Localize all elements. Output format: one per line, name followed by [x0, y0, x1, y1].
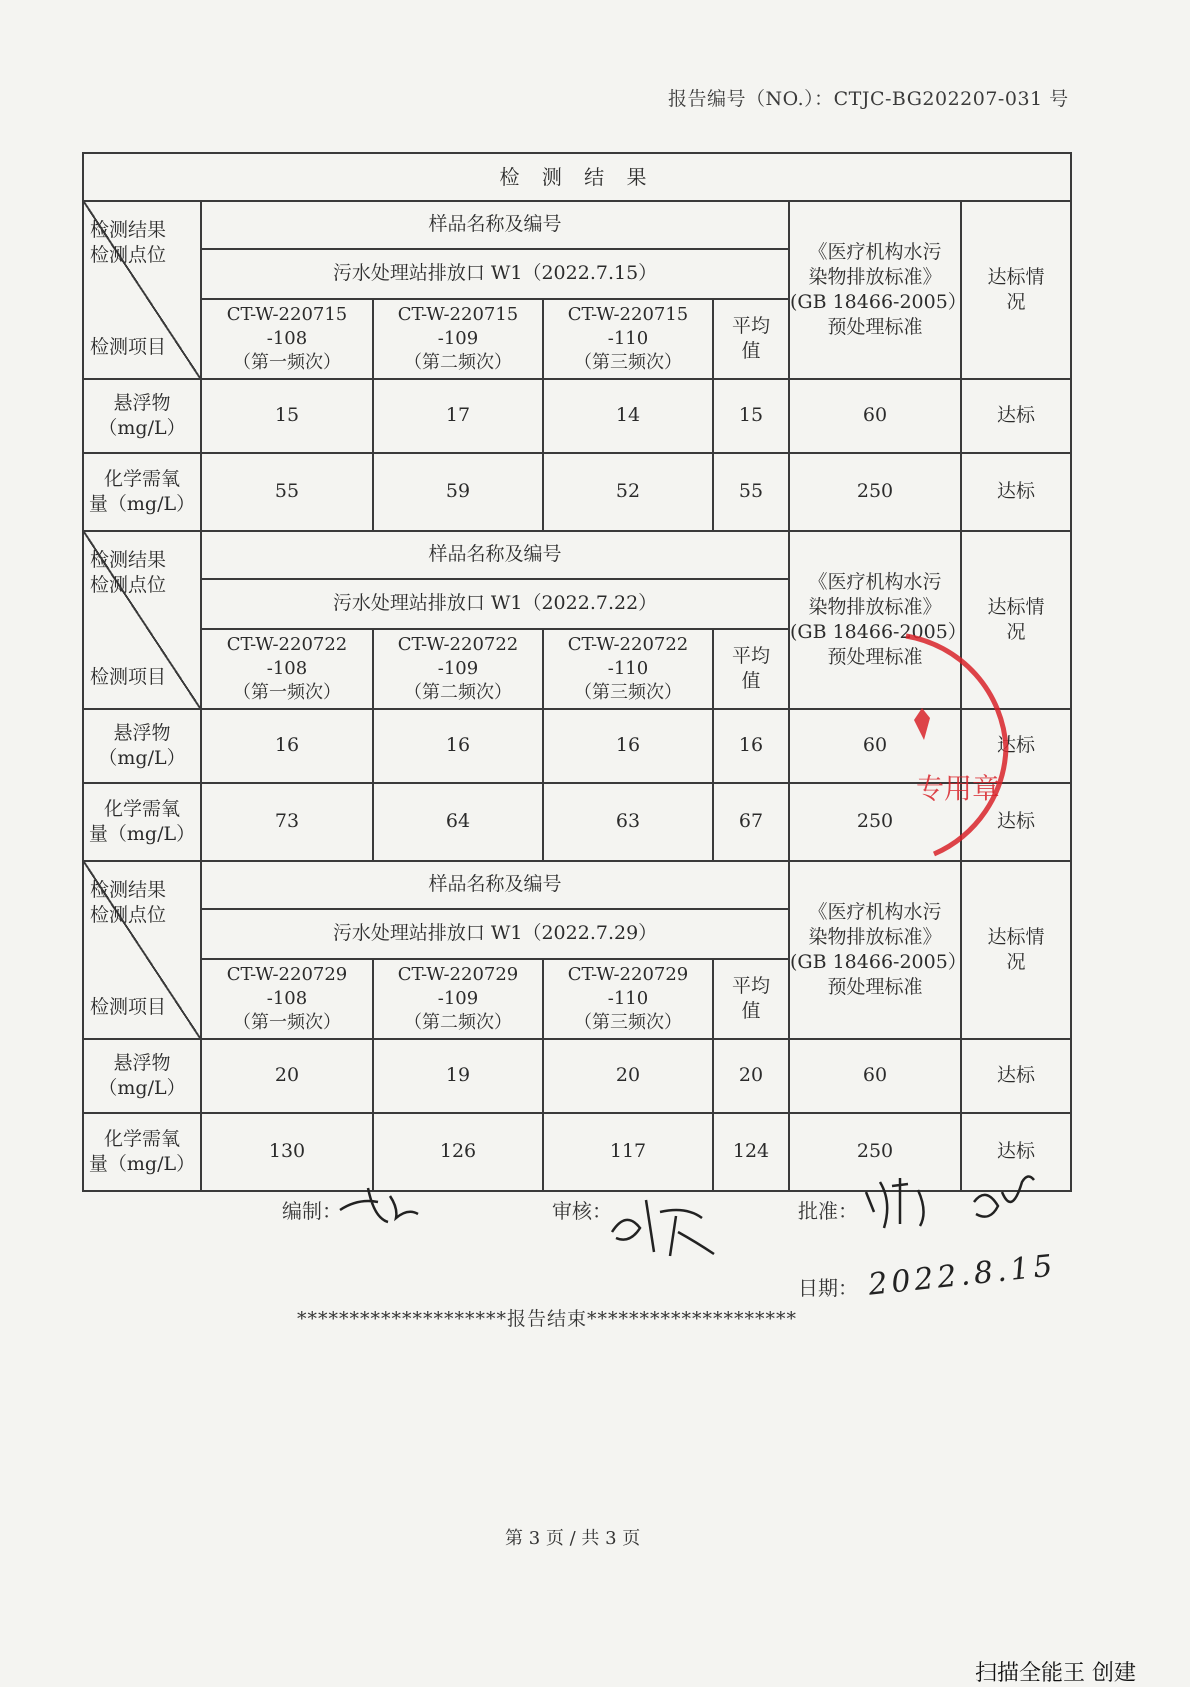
average-header-cell [713, 959, 789, 1039]
value-cell-v3: 20 [543, 1039, 713, 1113]
text-line: 值 [741, 670, 761, 692]
value-cell-v3: 16 [543, 709, 713, 783]
item-name-cell [83, 1113, 201, 1191]
item-name-cell [83, 783, 201, 861]
value-cell-avg: 67 [713, 783, 789, 861]
text-line: （第三频次） [574, 681, 682, 703]
text-line: CT-W-220729 [567, 964, 689, 986]
value-cell-avg: 16 [713, 709, 789, 783]
sample-id-cell [373, 629, 543, 709]
text-line: (GB 18466-2005） [790, 621, 967, 643]
text-line: 《医疗机构水污 [808, 900, 942, 923]
text-line: -109 [437, 658, 479, 680]
value-cell-v2: 59 [373, 453, 543, 531]
text-line: -110 [607, 988, 649, 1010]
text-line: 平均 [731, 974, 770, 997]
text-line: （第二频次） [404, 681, 512, 703]
reviewed-label: 审核： [552, 1199, 612, 1223]
value-cell-v3: 52 [543, 453, 713, 531]
text-line: （第二频次） [404, 351, 512, 373]
text-line: CT-W-220722 [397, 634, 519, 656]
compiled-label: 编制： [282, 1199, 342, 1223]
text-line: -108 [266, 658, 308, 680]
standard-header-cell [789, 861, 967, 1039]
sample-id-cell [201, 629, 373, 709]
table-row [83, 1039, 1071, 1113]
compiler-signature-icon [338, 1178, 428, 1228]
report-end-marker: ********************报告结束******************** [297, 1308, 798, 1330]
table-row [83, 453, 1071, 531]
value-cell-avg: 124 [713, 1113, 789, 1191]
text-line: 预处理标准 [827, 316, 923, 339]
value-cell-v2: 126 [373, 1113, 543, 1191]
compliance-header-cell [961, 201, 1071, 379]
value-cell-v2: 64 [373, 783, 543, 861]
approver-signature-icon [862, 1172, 1042, 1232]
text-line: 检测结果 [90, 219, 167, 241]
value-cell-avg: 55 [713, 453, 789, 531]
table-row [83, 379, 1071, 453]
text-line: CT-W-220715 [567, 304, 689, 326]
item-name-cell [83, 453, 201, 531]
text-line: CT-W-220715 [397, 304, 519, 326]
text-line: （第一频次） [233, 1011, 341, 1033]
text-line: 达标情 [987, 595, 1045, 618]
text-line: 染物排放标准》 [808, 595, 942, 618]
text-line: 值 [741, 1000, 761, 1022]
diag-bottom-label: 检测项目 [90, 995, 167, 1018]
text-line: 检测点位 [90, 573, 167, 596]
text-line: -109 [437, 988, 479, 1010]
sample-id-cell [373, 299, 543, 379]
value-cell-v3: 117 [543, 1113, 713, 1191]
text-line: CT-W-220715 [226, 304, 348, 326]
value-cell-v1: 16 [201, 709, 373, 783]
text-line: -109 [437, 328, 479, 350]
sample-title-cell: 样品名称及编号 [201, 861, 789, 909]
sample-id-cell [373, 959, 543, 1039]
item-name-cell [83, 379, 201, 453]
text-line: (GB 18466-2005） [790, 291, 967, 313]
company-seal-icon [896, 630, 1014, 860]
text-line: -108 [266, 328, 308, 350]
item-name-cell [83, 709, 201, 783]
text-line: -108 [266, 988, 308, 1010]
signing-date: 2022.8.15 [866, 1248, 1058, 1303]
value-cell-v3: 14 [543, 379, 713, 453]
diagonal-header-cell [83, 861, 201, 1039]
average-header-cell [713, 299, 789, 379]
text-line: (GB 18466-2005） [790, 951, 967, 973]
text-line: 况 [1006, 291, 1026, 313]
text-line: 况 [1006, 951, 1026, 973]
text-line: 染物排放标准》 [808, 925, 942, 948]
diagonal-header-cell [83, 201, 201, 379]
value-cell-std: 60 [789, 379, 961, 453]
value-cell-std: 250 [789, 783, 961, 861]
text-line: -110 [607, 658, 649, 680]
value-cell-result: 达标 [961, 453, 1071, 531]
page-indicator: 第 3 页 / 共 3 页 [505, 1528, 641, 1549]
value-cell-v2: 16 [373, 709, 543, 783]
value-cell-result: 达标 [961, 709, 1071, 783]
value-cell-result: 达标 [961, 1113, 1071, 1191]
text-line: （第一频次） [233, 681, 341, 703]
text-line: 预处理标准 [827, 646, 923, 669]
text-line: -110 [607, 328, 649, 350]
approved-label: 批准： [798, 1199, 858, 1223]
text-line: （mg/L） [98, 1077, 186, 1099]
text-line: （mg/L） [98, 417, 186, 439]
sampling-location: 污水处理站排放口 W1（2022.7.22） [201, 579, 789, 629]
sampling-location: 污水处理站排放口 W1（2022.7.29） [201, 909, 789, 959]
text-line: 《医疗机构水污 [808, 570, 942, 593]
text-line: 量（mg/L） [88, 823, 196, 845]
text-line: 染物排放标准》 [808, 265, 942, 288]
value-cell-v3: 63 [543, 783, 713, 861]
text-line: 达标情 [987, 265, 1045, 288]
date-label: 日期： [798, 1276, 858, 1300]
text-line: CT-W-220722 [226, 634, 348, 656]
diag-bottom-label: 检测项目 [90, 335, 167, 358]
text-line: CT-W-220722 [567, 634, 689, 656]
text-line: CT-W-220729 [397, 964, 519, 986]
sample-title-cell: 样品名称及编号 [201, 531, 789, 579]
diag-bottom-label: 检测项目 [90, 665, 167, 688]
text-line: 悬浮物 [113, 1051, 171, 1074]
value-cell-std: 250 [789, 453, 961, 531]
value-cell-result: 达标 [961, 1039, 1071, 1113]
text-line: 化学需氧 [103, 467, 180, 490]
text-line: 平均 [731, 314, 770, 337]
value-cell-avg: 20 [713, 1039, 789, 1113]
scanner-watermark: 扫描全能王 创建 [975, 1661, 1136, 1686]
value-cell-std: 250 [789, 1113, 961, 1191]
value-cell-result: 达标 [961, 379, 1071, 453]
value-cell-std: 60 [789, 709, 961, 783]
compliance-header-cell [961, 861, 1071, 1039]
text-line: （第三频次） [574, 1011, 682, 1033]
value-cell-v2: 19 [373, 1039, 543, 1113]
text-line: 检测点位 [90, 243, 167, 266]
sample-id-cell [543, 629, 713, 709]
sample-id-cell [543, 959, 713, 1039]
text-line: （第二频次） [404, 1011, 512, 1033]
value-cell-v2: 17 [373, 379, 543, 453]
item-name-cell [83, 1039, 201, 1113]
value-cell-v1: 73 [201, 783, 373, 861]
reviewer-signature-icon [606, 1192, 726, 1262]
standard-header-cell [789, 201, 967, 379]
value-cell-std: 60 [789, 1039, 961, 1113]
value-cell-result: 达标 [961, 783, 1071, 861]
text-line: （mg/L） [98, 747, 186, 769]
sample-title-cell: 样品名称及编号 [201, 201, 789, 249]
value-cell-v1: 20 [201, 1039, 373, 1113]
value-cell-avg: 15 [713, 379, 789, 453]
text-line: 化学需氧 [103, 797, 180, 820]
sampling-location: 污水处理站排放口 W1（2022.7.15） [201, 249, 789, 299]
text-line: CT-W-220729 [226, 964, 348, 986]
text-line: 检测点位 [90, 903, 167, 926]
text-line: 《医疗机构水污 [808, 240, 942, 263]
diagonal-header-cell [83, 531, 201, 709]
text-line: 预处理标准 [827, 976, 923, 999]
value-cell-v1: 130 [201, 1113, 373, 1191]
text-line: 量（mg/L） [88, 493, 196, 515]
sample-id-cell [201, 959, 373, 1039]
text-line: （第一频次） [233, 351, 341, 373]
text-line: 悬浮物 [113, 391, 171, 414]
text-line: 悬浮物 [113, 721, 171, 744]
seal-text: 专用章 [916, 772, 1001, 805]
average-header-cell [713, 629, 789, 709]
text-line: 量（mg/L） [88, 1153, 196, 1175]
text-line: 值 [741, 340, 761, 362]
text-line: 况 [1006, 621, 1026, 643]
sample-id-cell [543, 299, 713, 379]
text-line: 化学需氧 [103, 1127, 180, 1150]
value-cell-v1: 15 [201, 379, 373, 453]
table-title: 检 测 结 果 [83, 153, 1071, 201]
value-cell-v1: 55 [201, 453, 373, 531]
report-number: 报告编号（NO.）：CTJC-BG202207-031 号 [668, 88, 1069, 110]
text-line: （第三频次） [574, 351, 682, 373]
text-line: 检测结果 [90, 879, 167, 901]
text-line: 平均 [731, 644, 770, 667]
text-line: 检测结果 [90, 549, 167, 571]
sample-id-cell [201, 299, 373, 379]
text-line: 达标情 [987, 925, 1045, 948]
